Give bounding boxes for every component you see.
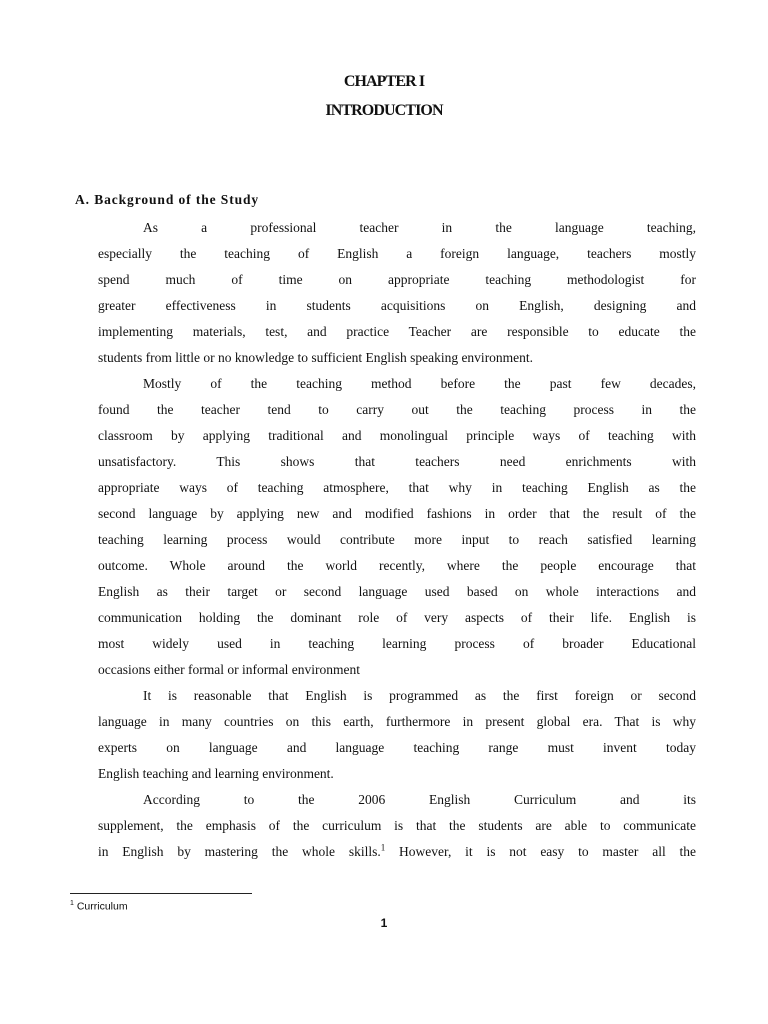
chapter-title: INTRODUCTION xyxy=(325,102,443,119)
page-number: 1 xyxy=(380,916,388,930)
text-line: As a professional teacher in the language teaching, xyxy=(143,220,696,235)
chapter-label: CHAPTER I xyxy=(343,73,425,90)
text-line: unsatisfactory. This shows that teachers need enrichments with xyxy=(98,454,696,469)
text-segment: However, it is not easy to master all the xyxy=(399,844,696,859)
text-line: According to the 2006 English Curriculum and its xyxy=(143,792,696,807)
text-segment: in English by mastering the whole skills. xyxy=(98,844,381,859)
text-line: most widely used in teaching learning process of broader Educational xyxy=(98,636,696,651)
text-line: English as their target or second language used based on whole interactions and xyxy=(98,584,696,599)
text-line: students from little or no knowledge to sufficient English speaking environment. xyxy=(98,350,534,365)
footnote-number: 1 xyxy=(70,900,74,907)
footnote-separator xyxy=(70,893,252,894)
text-line: supplement, the emphasis of the curriculum is that the students are able to communicate xyxy=(98,818,696,833)
text-line: appropriate ways of teaching atmosphere, that why in teaching English as the xyxy=(98,480,696,495)
text-line: English teaching and learning environment. xyxy=(98,766,334,781)
text-line xyxy=(98,839,696,865)
text-line: occasions either formal or informal environment xyxy=(98,662,361,677)
text-line: greater effectiveness in students acquisitions on English, designing and xyxy=(98,298,696,313)
text-line: second language by applying new and modified fashions in order that the result of the xyxy=(98,506,696,521)
footnote-reference[interactable]: 1 xyxy=(380,842,386,853)
text-line: teaching learning process would contribute more input to reach satisfied learning xyxy=(98,532,696,547)
text-line: spend much of time on appropriate teaching methodologist for xyxy=(98,272,696,287)
text-line: communication holding the dominant role of very aspects of their life. English is xyxy=(98,610,696,625)
text-line: especially the teaching of English a foreign language, teachers mostly xyxy=(98,246,696,261)
footnote-text: Curriculum xyxy=(76,900,128,913)
section-heading: A. Background of the Study xyxy=(75,192,260,207)
footnote xyxy=(70,900,128,913)
text-line: classroom by applying traditional and monolingual principle ways of teaching with xyxy=(98,428,696,443)
text-line: language in many countries on this earth, furthermore in present global era. That is why xyxy=(98,714,696,729)
text-line: outcome. Whole around the world recently, where the people encourage that xyxy=(98,558,696,573)
text-line: It is reasonable that English is programmed as the first foreign or second xyxy=(143,688,696,703)
text-line: implementing materials, test, and practice Teacher are responsible to educate the xyxy=(98,324,696,339)
text-line: found the teacher tend to carry out the teaching process in the xyxy=(98,402,696,417)
text-line: experts on language and language teaching range must invent today xyxy=(98,740,696,755)
body-text xyxy=(98,215,696,865)
text-line: Mostly of the teaching method before the past few decades, xyxy=(143,376,696,391)
